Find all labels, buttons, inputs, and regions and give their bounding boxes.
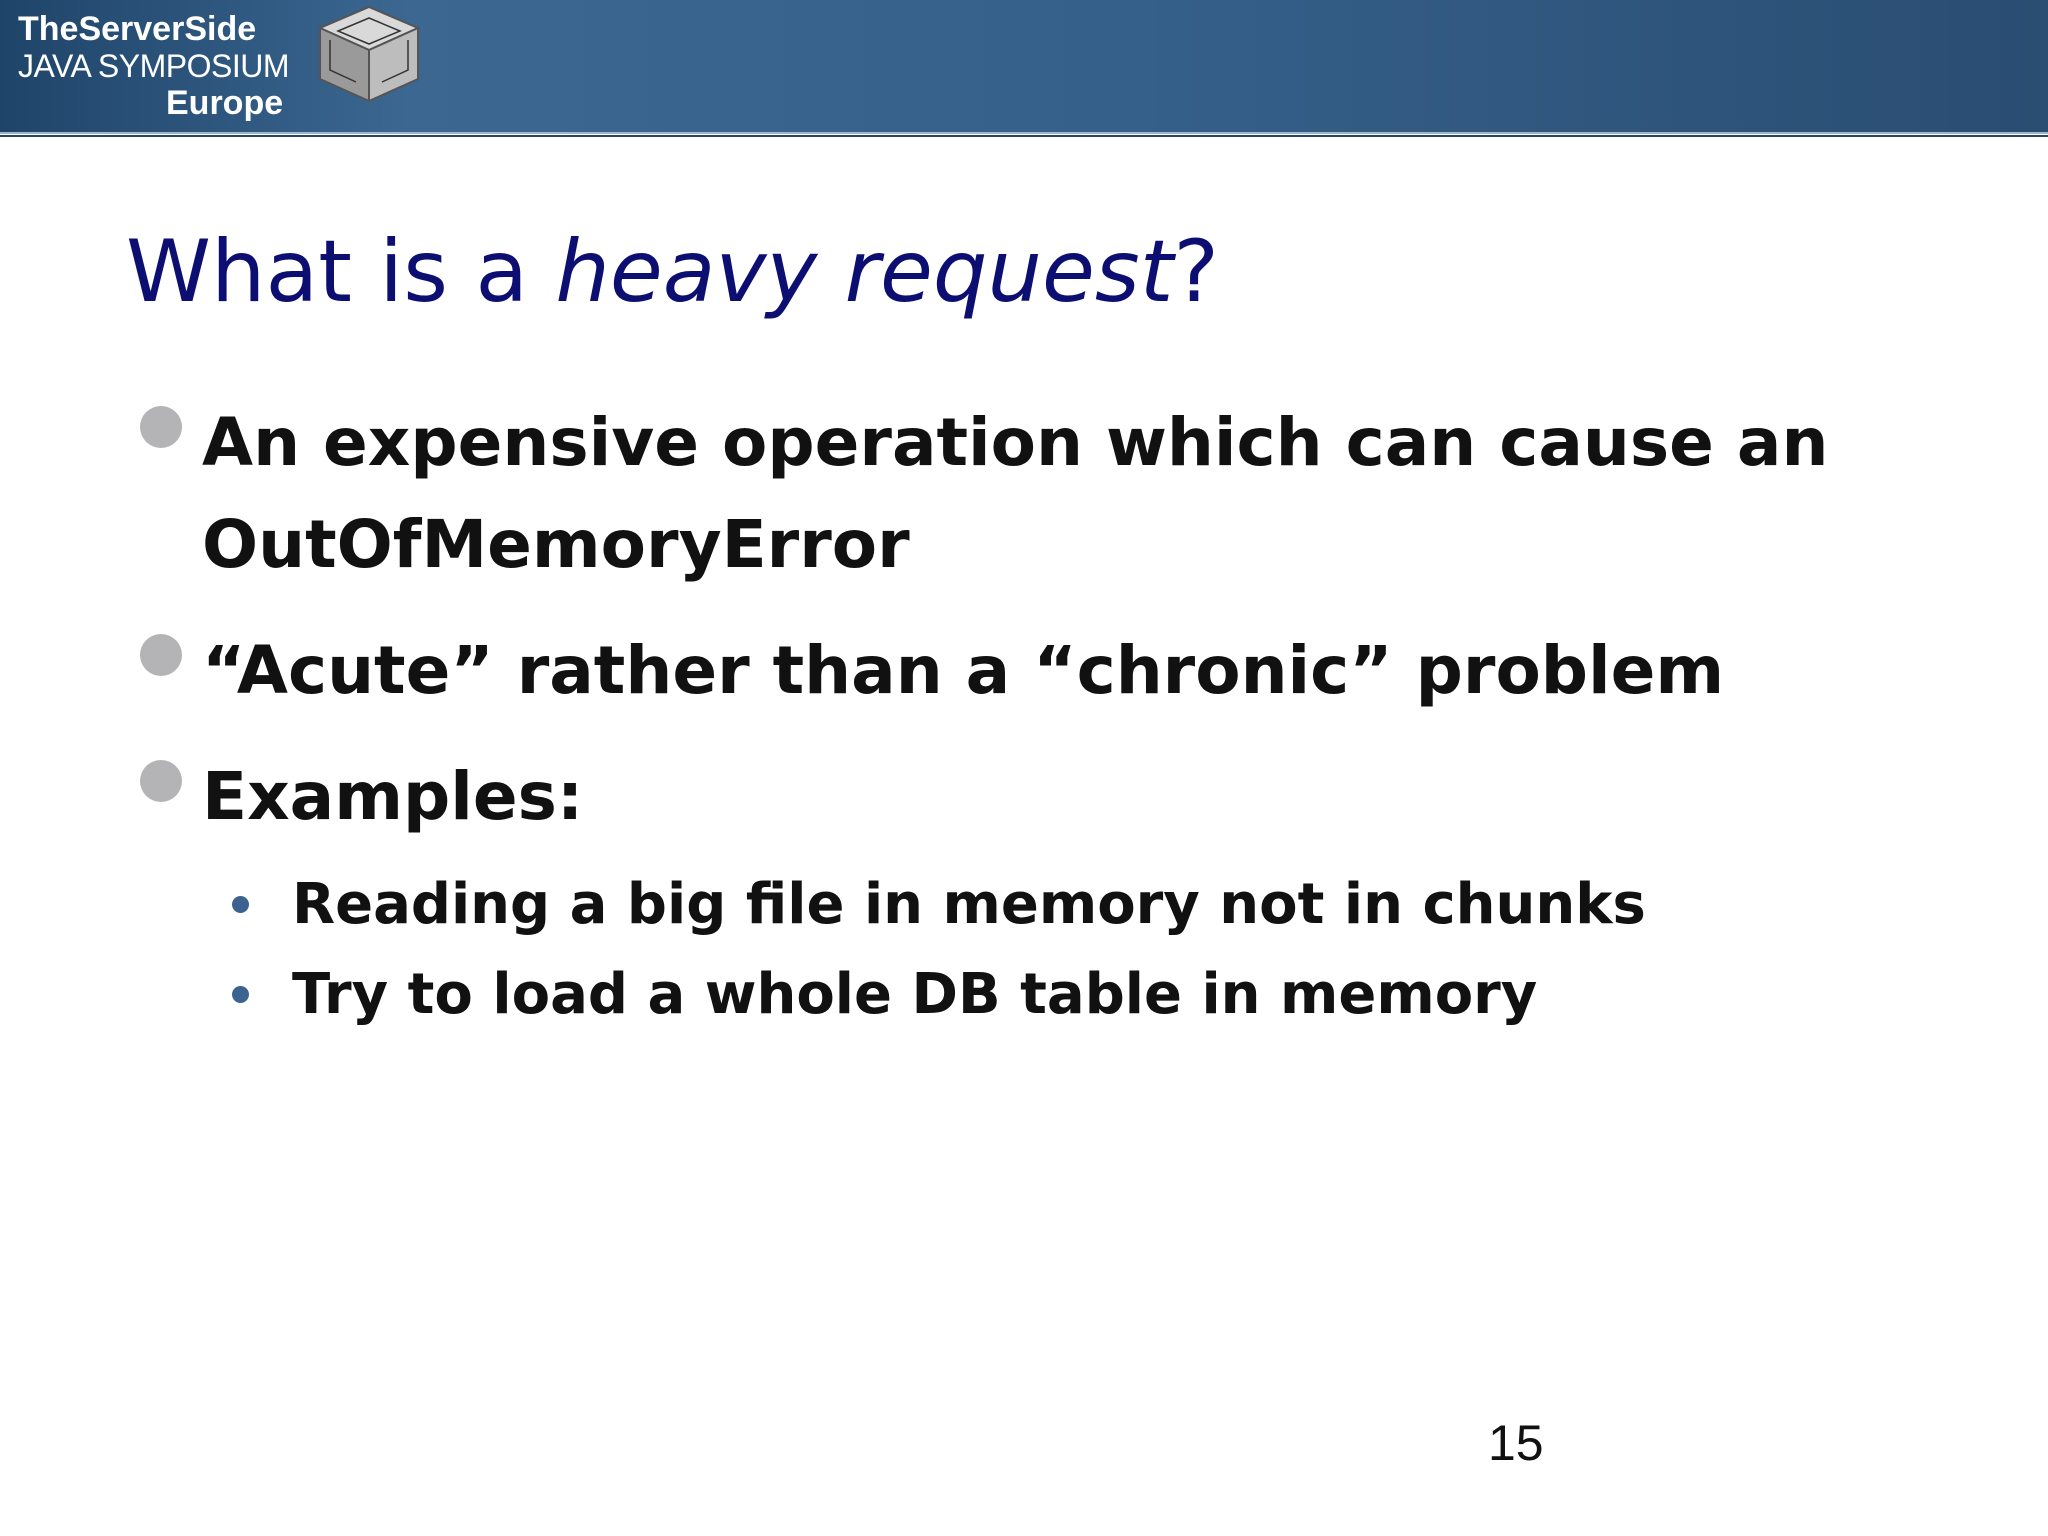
bullet-item (140, 746, 2000, 848)
bullet-item (140, 620, 2000, 722)
logo-line-2: JAVA SYMPOSIUM (18, 48, 289, 84)
bullet-text: Examples: (202, 758, 584, 835)
slide-title (126, 222, 1219, 322)
page-number: 15 (1488, 1415, 1544, 1471)
bullet-text: An expensive operation which can cause an OutOfMemoryError (202, 404, 1829, 583)
conference-logo (18, 12, 289, 120)
header-divider-dark (0, 135, 2048, 137)
sub-bullet-dot-icon (232, 986, 249, 1003)
title-part-2: ? (1173, 222, 1220, 322)
bullet-dot-icon (140, 406, 182, 448)
bullet-text: “Acute” rather than a “chronic” problem (202, 632, 1725, 709)
logo-line-3: Europe (166, 84, 284, 122)
bullet-dot-icon (140, 760, 182, 802)
logo-line-1: TheServerSide (18, 10, 257, 48)
bullet-dot-icon (140, 634, 182, 676)
title-emphasis: heavy request (555, 222, 1174, 322)
cube-icon (316, 4, 422, 104)
sub-bullet-dot-icon (232, 896, 249, 913)
sub-bullet-item (140, 860, 2000, 950)
title-part-1: What is a (126, 222, 556, 322)
sub-bullet-text: Reading a big file in memory not in chunks (292, 872, 1646, 937)
sub-bullet-text: Try to load a whole DB table in memory (292, 962, 1538, 1027)
sub-bullet-item (140, 950, 2000, 1040)
header-banner (0, 0, 2048, 132)
sub-bullet-list (140, 860, 2000, 1040)
bullet-item (140, 392, 2000, 596)
bullet-list (140, 392, 2000, 1040)
header-divider-light (0, 132, 2048, 134)
